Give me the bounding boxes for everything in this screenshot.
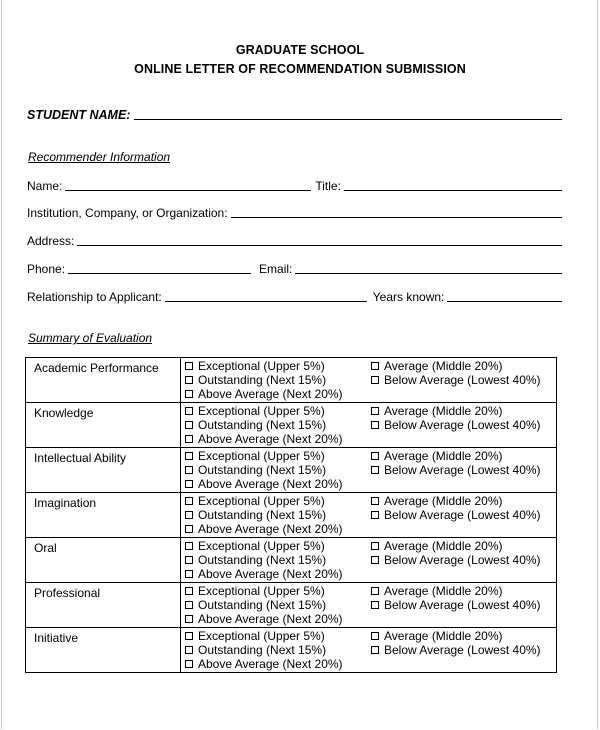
title-field[interactable] bbox=[344, 180, 562, 191]
rating-options bbox=[181, 493, 557, 538]
option-below[interactable] bbox=[371, 508, 556, 522]
checkbox-icon[interactable] bbox=[185, 632, 193, 640]
name-field[interactable] bbox=[65, 180, 311, 191]
checkbox-icon[interactable] bbox=[185, 525, 193, 533]
checkbox-icon[interactable] bbox=[371, 556, 379, 564]
evaluation-row bbox=[26, 448, 557, 493]
category-label: Initiative bbox=[34, 631, 79, 645]
checkbox-icon[interactable] bbox=[371, 646, 379, 654]
checkbox-icon[interactable] bbox=[185, 542, 193, 550]
address-field[interactable] bbox=[77, 235, 562, 246]
checkbox-icon[interactable] bbox=[185, 376, 193, 384]
option-average[interactable] bbox=[371, 359, 556, 373]
option-exceptional[interactable] bbox=[185, 359, 371, 373]
checkbox-icon[interactable] bbox=[371, 497, 379, 505]
option-below[interactable] bbox=[371, 373, 556, 387]
checkbox-icon[interactable] bbox=[371, 542, 379, 550]
checkbox-icon[interactable] bbox=[371, 452, 379, 460]
years-known-label: Years known: bbox=[372, 290, 445, 304]
option-label: Exceptional (Upper 5%) bbox=[198, 494, 325, 508]
option-outstanding[interactable] bbox=[185, 373, 371, 387]
checkbox-icon[interactable] bbox=[185, 421, 193, 429]
evaluation-heading: Summary of Evaluation bbox=[28, 331, 153, 345]
category-label: Academic Performance bbox=[34, 361, 159, 375]
phone-field[interactable] bbox=[68, 263, 251, 274]
rating-options bbox=[181, 403, 557, 448]
rating-options bbox=[181, 448, 557, 493]
student-name-label: STUDENT NAME: bbox=[27, 108, 131, 122]
checkbox-icon[interactable] bbox=[185, 660, 193, 668]
evaluation-row bbox=[26, 583, 557, 628]
option-above[interactable] bbox=[185, 387, 371, 401]
option-label: Outstanding (Next 15%) bbox=[198, 553, 327, 567]
checkbox-icon[interactable] bbox=[185, 587, 193, 595]
evaluation-row bbox=[26, 403, 557, 448]
checkbox-icon[interactable] bbox=[185, 480, 193, 488]
checkbox-icon[interactable] bbox=[185, 511, 193, 519]
option-label: Average (Middle 20%) bbox=[384, 539, 503, 553]
rating-options bbox=[181, 358, 557, 403]
option-label: Exceptional (Upper 5%) bbox=[198, 629, 325, 643]
category-label: Imagination bbox=[34, 496, 97, 510]
option-label: Average (Middle 20%) bbox=[384, 359, 503, 373]
option-outstanding[interactable] bbox=[185, 463, 371, 477]
option-label: Outstanding (Next 15%) bbox=[198, 508, 327, 522]
option-label: Outstanding (Next 15%) bbox=[198, 463, 327, 477]
option-label: Below Average (Lowest 40%) bbox=[384, 553, 541, 567]
option-label: Exceptional (Upper 5%) bbox=[198, 404, 325, 418]
option-average[interactable] bbox=[371, 629, 556, 643]
option-average[interactable] bbox=[371, 449, 556, 463]
option-above[interactable] bbox=[185, 477, 371, 491]
email-field[interactable] bbox=[295, 263, 562, 274]
checkbox-icon[interactable] bbox=[185, 570, 193, 578]
category-cell bbox=[26, 583, 181, 628]
option-label: Above Average (Next 20%) bbox=[198, 432, 343, 446]
category-cell bbox=[26, 448, 181, 493]
option-exceptional[interactable] bbox=[185, 449, 371, 463]
option-below[interactable] bbox=[371, 598, 556, 612]
evaluation-table bbox=[25, 357, 557, 673]
option-label: Exceptional (Upper 5%) bbox=[198, 449, 325, 463]
evaluation-row bbox=[26, 358, 557, 403]
option-above[interactable] bbox=[185, 612, 371, 626]
option-label: Above Average (Next 20%) bbox=[198, 477, 343, 491]
category-cell bbox=[26, 358, 181, 403]
relationship-field[interactable] bbox=[165, 291, 367, 302]
checkbox-icon[interactable] bbox=[371, 466, 379, 474]
evaluation-row bbox=[26, 628, 557, 673]
checkbox-icon[interactable] bbox=[185, 362, 193, 370]
option-exceptional[interactable] bbox=[185, 404, 371, 418]
name-title-row bbox=[27, 177, 562, 193]
checkbox-icon[interactable] bbox=[371, 601, 379, 609]
name-label: Name: bbox=[27, 179, 63, 193]
email-label: Email: bbox=[259, 262, 293, 276]
option-above[interactable] bbox=[185, 432, 371, 446]
rating-options bbox=[181, 583, 557, 628]
option-average[interactable] bbox=[371, 539, 556, 553]
option-label: Below Average (Lowest 40%) bbox=[384, 598, 541, 612]
school-title: GRADUATE SCHOOL bbox=[235, 43, 365, 57]
option-outstanding[interactable] bbox=[185, 508, 371, 522]
option-label: Below Average (Lowest 40%) bbox=[384, 463, 541, 477]
option-label: Below Average (Lowest 40%) bbox=[384, 373, 541, 387]
form-title: ONLINE LETTER OF RECOMMENDATION SUBMISSION bbox=[134, 62, 466, 76]
option-above[interactable] bbox=[185, 657, 371, 671]
category-cell bbox=[26, 493, 181, 538]
option-exceptional[interactable] bbox=[185, 494, 371, 508]
checkbox-icon[interactable] bbox=[185, 466, 193, 474]
category-label: Oral bbox=[34, 541, 57, 555]
relationship-row bbox=[27, 288, 562, 304]
checkbox-icon[interactable] bbox=[185, 615, 193, 623]
option-below[interactable] bbox=[371, 463, 556, 477]
option-label: Average (Middle 20%) bbox=[384, 404, 503, 418]
phone-email-row bbox=[27, 260, 562, 276]
institution-label: Institution, Company, or Organization: bbox=[27, 206, 228, 220]
option-label: Average (Middle 20%) bbox=[384, 629, 503, 643]
option-exceptional[interactable] bbox=[185, 539, 371, 553]
category-cell bbox=[26, 538, 181, 583]
option-label: Below Average (Lowest 40%) bbox=[384, 418, 541, 432]
option-above[interactable] bbox=[185, 567, 371, 581]
institution-field[interactable] bbox=[231, 207, 562, 218]
option-label: Above Average (Next 20%) bbox=[198, 612, 343, 626]
option-label: Average (Middle 20%) bbox=[384, 494, 503, 508]
option-average[interactable] bbox=[371, 404, 556, 418]
option-below[interactable] bbox=[371, 643, 556, 657]
option-outstanding[interactable] bbox=[185, 553, 371, 567]
evaluation-row bbox=[26, 493, 557, 538]
student-name-row bbox=[27, 106, 562, 122]
recommender-heading: Recommender Information bbox=[28, 150, 171, 164]
option-outstanding[interactable] bbox=[185, 418, 371, 432]
checkbox-icon[interactable] bbox=[185, 452, 193, 460]
option-label: Above Average (Next 20%) bbox=[198, 387, 343, 401]
rating-options bbox=[181, 628, 557, 673]
student-name-field[interactable] bbox=[134, 109, 562, 120]
checkbox-icon[interactable] bbox=[185, 497, 193, 505]
address-row bbox=[27, 232, 562, 248]
checkbox-icon[interactable] bbox=[185, 601, 193, 609]
option-label: Exceptional (Upper 5%) bbox=[198, 584, 325, 598]
option-label: Below Average (Lowest 40%) bbox=[384, 508, 541, 522]
checkbox-icon[interactable] bbox=[185, 556, 193, 564]
years-known-field[interactable] bbox=[447, 291, 562, 302]
option-label: Below Average (Lowest 40%) bbox=[384, 643, 541, 657]
option-label: Outstanding (Next 15%) bbox=[198, 598, 327, 612]
title-label: Title: bbox=[315, 179, 341, 193]
checkbox-icon[interactable] bbox=[185, 390, 193, 398]
option-label: Outstanding (Next 15%) bbox=[198, 373, 327, 387]
address-label: Address: bbox=[27, 234, 75, 248]
option-outstanding[interactable] bbox=[185, 598, 371, 612]
option-exceptional[interactable] bbox=[185, 584, 371, 598]
option-label: Average (Middle 20%) bbox=[384, 584, 503, 598]
option-label: Exceptional (Upper 5%) bbox=[198, 539, 325, 553]
institution-row bbox=[27, 204, 562, 220]
option-label: Exceptional (Upper 5%) bbox=[198, 359, 325, 373]
category-cell bbox=[26, 628, 181, 673]
checkbox-icon[interactable] bbox=[371, 511, 379, 519]
checkbox-icon[interactable] bbox=[185, 435, 193, 443]
checkbox-icon[interactable] bbox=[371, 362, 379, 370]
option-above[interactable] bbox=[185, 522, 371, 536]
category-label: Professional bbox=[34, 586, 101, 600]
checkbox-icon[interactable] bbox=[371, 376, 379, 384]
option-label: Above Average (Next 20%) bbox=[198, 522, 343, 536]
relationship-label: Relationship to Applicant: bbox=[27, 290, 162, 304]
phone-label: Phone: bbox=[27, 262, 66, 276]
checkbox-icon[interactable] bbox=[371, 407, 379, 415]
option-average[interactable] bbox=[371, 584, 556, 598]
option-exceptional[interactable] bbox=[185, 629, 371, 643]
checkbox-icon[interactable] bbox=[185, 646, 193, 654]
option-label: Outstanding (Next 15%) bbox=[198, 643, 327, 657]
option-below[interactable] bbox=[371, 553, 556, 567]
option-average[interactable] bbox=[371, 494, 556, 508]
option-label: Average (Middle 20%) bbox=[384, 449, 503, 463]
evaluation-row bbox=[26, 538, 557, 583]
checkbox-icon[interactable] bbox=[185, 407, 193, 415]
rating-options bbox=[181, 538, 557, 583]
checkbox-icon[interactable] bbox=[371, 587, 379, 595]
option-label: Above Average (Next 20%) bbox=[198, 657, 343, 671]
category-cell bbox=[26, 403, 181, 448]
option-outstanding[interactable] bbox=[185, 643, 371, 657]
checkbox-icon[interactable] bbox=[371, 632, 379, 640]
category-label: Knowledge bbox=[34, 406, 94, 420]
checkbox-icon[interactable] bbox=[371, 421, 379, 429]
option-below[interactable] bbox=[371, 418, 556, 432]
option-label: Above Average (Next 20%) bbox=[198, 567, 343, 581]
option-label: Outstanding (Next 15%) bbox=[198, 418, 327, 432]
category-label: Intellectual Ability bbox=[34, 451, 127, 465]
